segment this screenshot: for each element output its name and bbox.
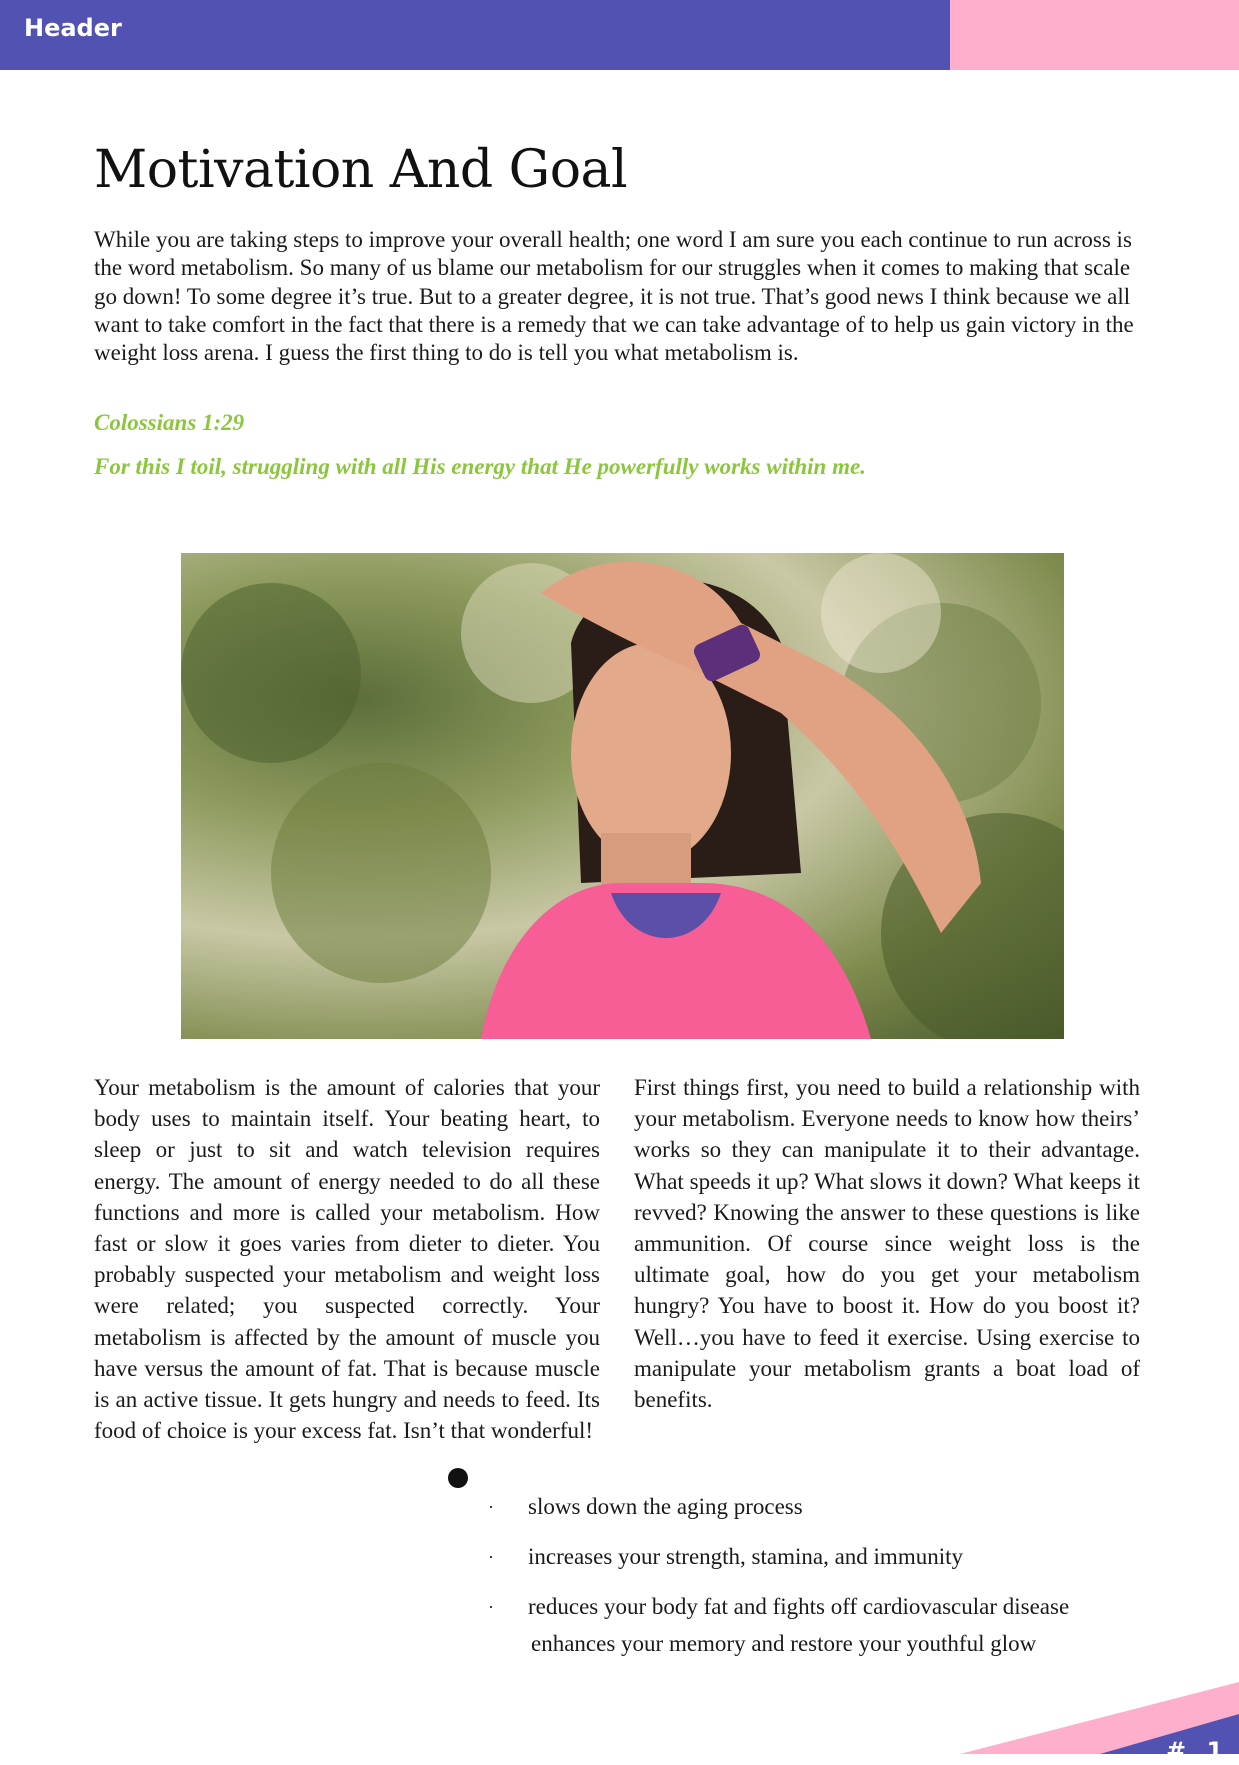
header-label: Header: [24, 14, 122, 42]
page-number: # 1: [1166, 1737, 1230, 1765]
benefit-text: slows down the aging process: [528, 1494, 803, 1519]
page-title: Motivation And Goal: [94, 140, 628, 200]
bullet-icon: ·: [488, 1497, 494, 1517]
bullet-icon: ·: [488, 1547, 494, 1567]
bullet-icon: ·: [488, 1597, 494, 1617]
metabolism-column-right: First things first, you need to build a relationship with your metabolism. Everyone needs to know how theirs’ works so they can manipulate it to their advantage. What speeds it up? What slows it down? What keeps it revved? Knowing the answer to these questions is like ammunition. Of course since weight loss is the ultimate goal, how do you get your metabolism hungry? You have to boost it. How do you boost it? Well…you have to feed it exercise. Using exercise to manipulate your metabolism grants a boat load of benefits.: [634, 1075, 1140, 1413]
verse-reference: Colossians 1:29: [94, 410, 245, 435]
intro-paragraph: While you are taking steps to improve your overall health; one word I am sure you each continue to run across is the word metabolism. So many of us blame our metabolism for our struggles when it comes to making that scale go down! To some degree it’s true. But to a greater degree, it is not true. That’s good news I think because we all want to take comfort in the fact that there is a remedy that we can take advantage of to help us gain victory in the weight loss arena. I guess the first thing to do is tell you what metabolism is.: [94, 227, 1134, 366]
metabolism-column-left: Your metabolism is the amount of calories that your body uses to maintain itself. Your beating heart, to sleep or just to sit and watch television requires energy. The amount of energy needed to do all these functions and more is called your metabolism. How fast or slow it goes varies from dieter to dieter. You probably suspected your metabolism and weight loss were related; you suspected correctly. Your metabolism is affected by the amount of muscle you have versus the amount of fat. That is because muscle is an active tissue. It gets hungry and needs to feed. Its food of choice is your excess fat. Isn’t that wonderful!: [94, 1075, 600, 1444]
verse-text: For this I toil, struggling with all His energy that He powerfully works within me.: [94, 454, 866, 479]
benefit-text: reduces your body fat and fights off cardiovascular disease: [528, 1594, 1070, 1619]
benefit-text: increases your strength, stamina, and immunity: [528, 1544, 963, 1569]
benefit-continuation: enhances your memory and restore your youthful glow: [531, 1631, 1037, 1656]
